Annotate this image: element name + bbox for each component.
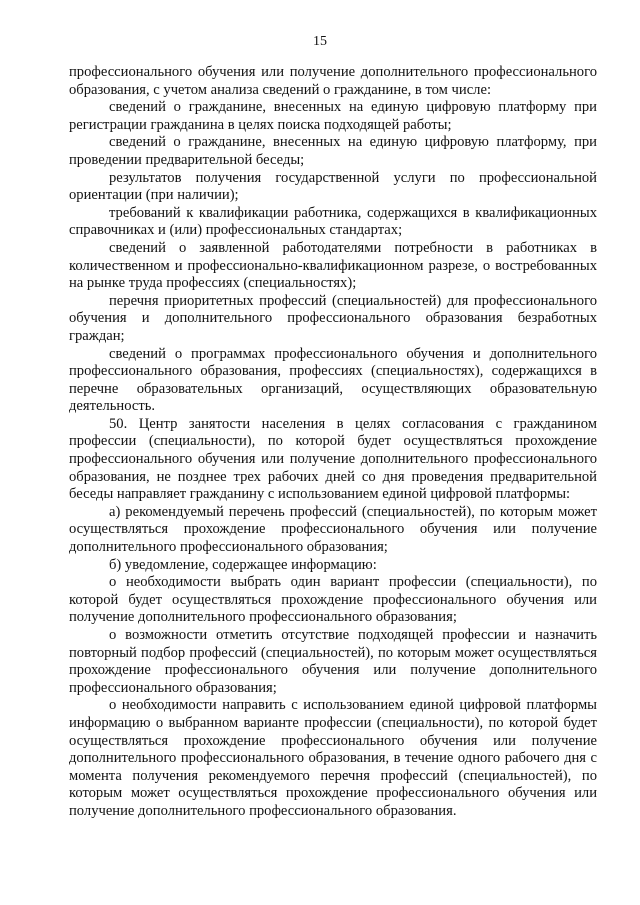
paragraph: перечня приоритетных профессий (специальностей) для профессионального обучения и дополнительного профессионального образования безработных граждан; <box>69 292 597 344</box>
paragraph: результатов получения государственной услуги по профессиональной ориентации (при наличии); <box>69 169 597 204</box>
paragraph: о необходимости выбрать один вариант профессии (специальности), по которой будет осуществляться прохождение профессионального обучения или получение дополнительного профессионального образования; <box>69 574 597 626</box>
paragraph: а) рекомендуемый перечень профессий (специальностей), по которым может осуществляться прохождение профессионального обучения или получение дополнительного профессионального образования; <box>69 503 597 556</box>
paragraph: сведений о программах профессионального обучения и дополнительного профессионального образования, профессиях (специальностях), содержащихся в перечне образовательных организаций, осуществляющих образовательную деятельность. <box>69 345 597 415</box>
paragraph: требований к квалификации работника, содержащихся в квалификационных справочниках и (или) профессиональных стандартах; <box>69 204 597 239</box>
paragraph: б) уведомление, содержащее информацию: <box>109 556 377 573</box>
paragraph: 50. Центр занятости населения в целях согласования с гражданином профессии (специальности), по которой будет осуществляться прохождение профессионального обучения или получение дополнительного профессионального образования, не позднее трех рабочих дней со дня проведения предварительной беседы направляет гражданину с использованием единой цифровой платформы: <box>69 415 597 503</box>
paragraph: о необходимости направить с использованием единой цифровой платформы информацию о выбранном варианте профессии (специальности), по которой будет осуществляться прохождение профессионального обучения или получение дополнительного профессионального образования, в течение одного рабочего дня с момента получения рекомендуемого перечня профессий (специальностей), по которым может осуществляться прохождение профессионального обучения или получение дополнительного профессионального образования. <box>69 697 597 819</box>
paragraph: сведений о гражданине, внесенных на единую цифровую платформу при регистрации гражданина в целях поиска подходящей работы; <box>69 99 597 133</box>
paragraph: о возможности отметить отсутствие подходящей профессии и назначить повторный подбор профессий (специальностей), по которым может осуществляться прохождение профессионального обучения или получение дополнительного профессионального образования; <box>69 627 597 696</box>
page-number: 15 <box>313 34 327 49</box>
paragraph: сведений о заявленной работодателями потребности в работниках в количественном и профессионально-квалификационном разрезе, о востребованных на рынке труда профессиях (специальностях); <box>69 239 597 292</box>
paragraph: сведений о гражданине, внесенных на единую цифровую платформу, при проведении предварительной беседы; <box>69 134 597 168</box>
paragraph: профессионального обучения или получение дополнительного профессионального образования, с учетом анализа сведений о гражданине, в том числе: <box>69 64 597 98</box>
document-body <box>69 64 597 821</box>
